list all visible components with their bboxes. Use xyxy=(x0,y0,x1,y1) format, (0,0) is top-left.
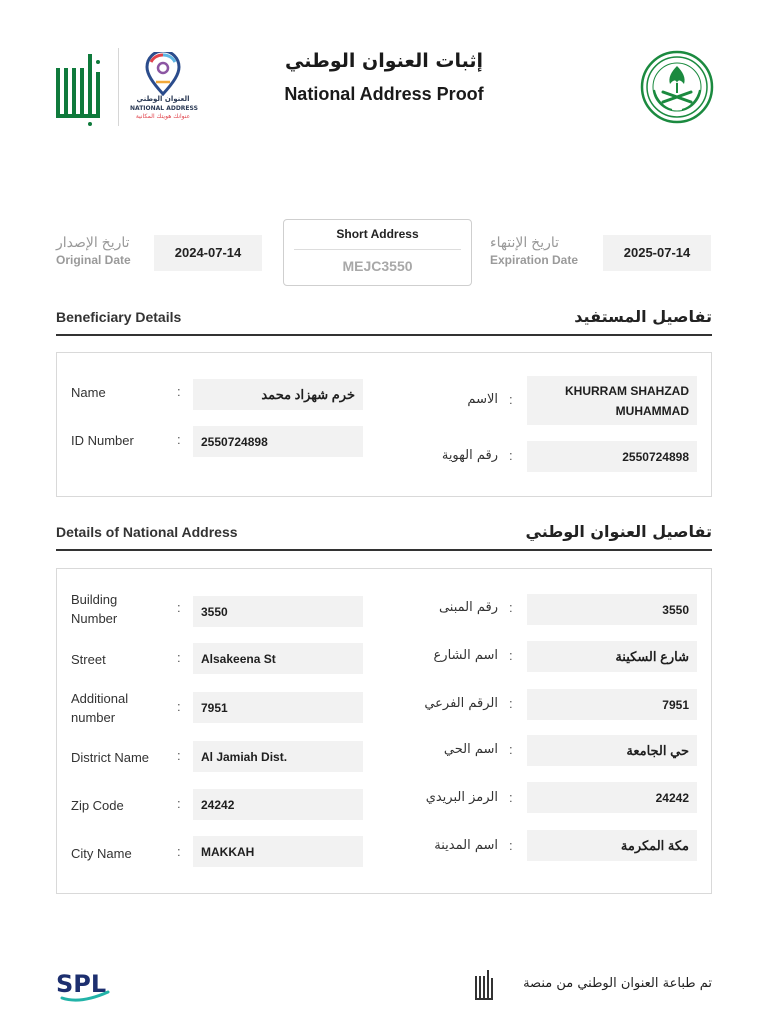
national-address-logo-ar: العنوان الوطني xyxy=(136,95,190,103)
address-heading-en: Details of National Address xyxy=(56,524,238,540)
absher-logo-icon xyxy=(54,50,104,126)
address-colon: : xyxy=(509,648,513,663)
address-colon: : xyxy=(509,790,513,805)
zip-code-label: Zip Code xyxy=(71,798,124,813)
saudi-emblem-icon xyxy=(640,50,714,124)
id-number-colon: : xyxy=(177,432,181,447)
street-value: Alsakeena St xyxy=(193,643,363,674)
name-ar-colon: : xyxy=(509,392,513,407)
district-name-value-right: حي الجامعة xyxy=(527,735,697,766)
name-label: Name xyxy=(71,385,106,400)
expiration-date-value: 2025-07-14 xyxy=(603,235,711,271)
name-value-en: KHURRAM SHAHZAD MUHAMMAD xyxy=(527,376,697,425)
name-label-ar: الاسم xyxy=(467,392,498,407)
name-value-ar: خرم شهزاد محمد xyxy=(193,379,363,410)
building-number-label: Building Number xyxy=(71,592,118,626)
address-colon: : xyxy=(177,699,181,714)
page-title-en: National Address Proof xyxy=(284,84,484,104)
short-address-divider xyxy=(294,249,461,250)
building-number-label-ar: رقم المبنى xyxy=(438,600,498,615)
city-name-value-right: مكة المكرمة xyxy=(527,830,697,861)
address-colon: : xyxy=(509,600,513,615)
district-name-label-ar: اسم الحي xyxy=(443,742,498,757)
building-number-value-right: 3550 xyxy=(527,594,697,625)
address-colon: : xyxy=(177,796,181,811)
id-number-value-right: 2550724898 xyxy=(527,441,697,472)
zip-code-value: 24242 xyxy=(193,789,363,820)
id-number-label: ID Number xyxy=(71,433,134,448)
footer-printed-from: تم طباعة العنوان الوطني من منصة xyxy=(523,976,712,991)
short-address-box xyxy=(283,219,472,286)
address-colon: : xyxy=(177,844,181,859)
original-date-label-ar: تاريخ الإصدار xyxy=(56,234,130,250)
street-label-ar: اسم الشارع xyxy=(433,648,498,663)
id-number-label-ar: رقم الهوية xyxy=(441,448,498,463)
beneficiary-heading-rule xyxy=(56,334,712,336)
address-colon: : xyxy=(177,650,181,665)
svg-text:SPL: SPL xyxy=(56,970,107,998)
additional-number-value: 7951 xyxy=(193,692,363,723)
expiration-date-label-en: Expiration Date xyxy=(490,253,579,267)
address-colon: : xyxy=(509,742,513,757)
address-colon: : xyxy=(509,696,513,711)
national-address-logo xyxy=(130,52,196,126)
national-address-logo-en: NATIONAL ADDRESS xyxy=(130,105,198,112)
beneficiary-heading-en: Beneficiary Details xyxy=(56,309,182,325)
address-colon: : xyxy=(177,748,181,763)
national-address-logo-tagline: عنوانك هويتك المكانية xyxy=(135,113,191,120)
original-date-label xyxy=(56,234,146,267)
footer-absher-icon xyxy=(474,968,496,1002)
header-divider xyxy=(118,48,119,126)
city-name-value: MAKKAH xyxy=(193,836,363,867)
id-number-ar-colon: : xyxy=(509,448,513,463)
short-address-value: MEJC3550 xyxy=(342,258,413,274)
short-address-title: Short Address xyxy=(336,227,419,241)
page-title-ar: إثبات العنوان الوطني xyxy=(284,50,484,72)
additional-number-value-right: 7951 xyxy=(527,689,697,720)
street-label: Street xyxy=(71,652,106,667)
zip-code-label-ar: الرمز البريدي xyxy=(425,790,498,805)
district-name-value: Al Jamiah Dist. xyxy=(193,741,363,772)
address-colon: : xyxy=(177,600,181,615)
spl-logo-icon xyxy=(56,966,112,1002)
address-heading-rule xyxy=(56,549,712,551)
district-name-label: District Name xyxy=(71,750,150,765)
city-name-label: City Name xyxy=(71,846,132,861)
address-colon: : xyxy=(509,838,513,853)
national-address-pin-icon xyxy=(130,52,196,96)
additional-number-label: Additional number xyxy=(71,691,129,725)
original-date-label-en: Original Date xyxy=(56,253,131,267)
expiration-date-label-ar: تاريخ الإنتهاء xyxy=(490,234,560,250)
city-name-label-ar: اسم المدينة xyxy=(434,838,498,853)
original-date-value: 2024-07-14 xyxy=(154,235,262,271)
zip-code-value-right: 24242 xyxy=(527,782,697,813)
beneficiary-heading-ar: تفاصيل المستفيد xyxy=(574,307,712,326)
building-number-value: 3550 xyxy=(193,596,363,627)
additional-number-label-ar: الرقم الفرعي xyxy=(424,696,498,711)
address-heading-ar: تفاصيل العنوان الوطني xyxy=(525,522,712,541)
street-value-right: شارع السكينة xyxy=(527,641,697,672)
expiration-date-label xyxy=(490,234,594,267)
name-colon: : xyxy=(177,384,181,399)
id-number-value: 2550724898 xyxy=(193,426,363,457)
